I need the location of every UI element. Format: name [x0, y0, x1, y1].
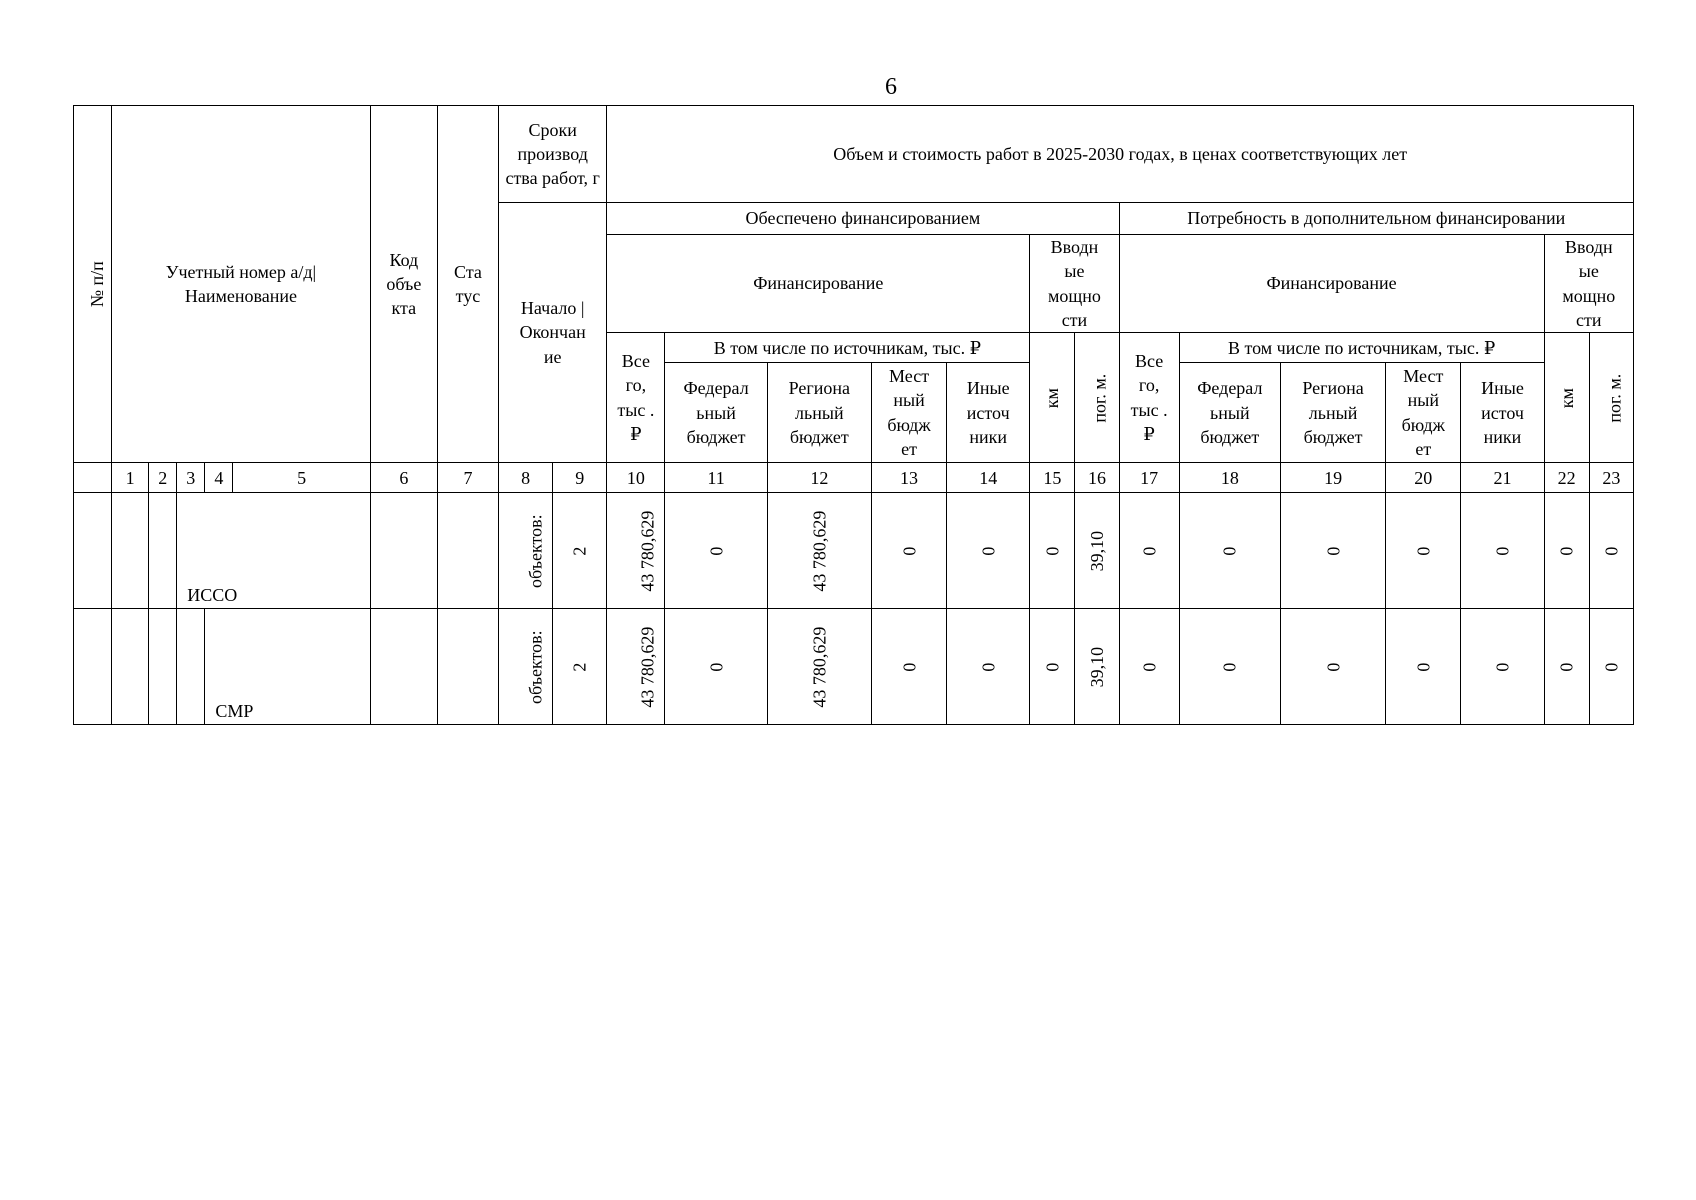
- col-volume-header: Объем и стоимость работ в 2025-2030 годах, в ценах соответствующих лет: [607, 106, 1634, 203]
- need-federal-value: 0: [1179, 493, 1280, 609]
- federal-header: Федерал ьный бюджет: [665, 363, 767, 463]
- need-by-sources-header: В том числе по источникам, тыс. ₽: [1179, 333, 1544, 363]
- need-regional-header: Регионa льный бюджет: [1280, 363, 1385, 463]
- need-local-value: 0: [1386, 493, 1461, 609]
- other-value: 0: [947, 493, 1030, 609]
- column-number: 12: [767, 463, 871, 493]
- pog-m-value: 39,10: [1075, 493, 1119, 609]
- total-header: Все го, тыс . ₽: [607, 333, 665, 463]
- col-terms-header: Сроки производ ства работ, г: [499, 106, 607, 203]
- group-need-header: Потребность в дополнительном финансировании: [1119, 203, 1633, 235]
- column-number: 9: [553, 463, 607, 493]
- need-km-value: 0: [1544, 609, 1589, 725]
- local-value: 0: [871, 609, 946, 725]
- total-value: 43 780,629: [607, 493, 665, 609]
- row-name: СМР: [215, 700, 254, 721]
- need-financing-header: Финансирование: [1119, 235, 1544, 333]
- federal-value: 0: [665, 493, 767, 609]
- need-local-value: 0: [1386, 609, 1461, 725]
- need-total-value: 0: [1119, 493, 1179, 609]
- cell-empty: [177, 609, 205, 725]
- total-value: 43 780,629: [607, 609, 665, 725]
- column-number: 3: [177, 463, 205, 493]
- capacities-header: Вводн ые мощно сти: [1030, 235, 1119, 333]
- objects-count: 2: [553, 609, 607, 725]
- need-federal-value: 0: [1179, 609, 1280, 725]
- column-number: 20: [1386, 463, 1461, 493]
- col-status-header: Ста тус: [437, 106, 498, 463]
- need-regional-value: 0: [1280, 493, 1385, 609]
- cell-empty: [370, 493, 437, 609]
- regional-value: 43 780,629: [767, 609, 871, 725]
- row-name: ИССО: [187, 584, 238, 605]
- column-number: 14: [947, 463, 1030, 493]
- table-row: [74, 493, 1634, 609]
- cell-empty: [149, 493, 177, 609]
- group-secured-header: Обеспечено финансированием: [607, 203, 1119, 235]
- column-number: 8: [499, 463, 553, 493]
- cell-empty: [437, 493, 498, 609]
- need-pog-m-header: пог. м.: [1589, 333, 1633, 463]
- cell-empty: [112, 609, 149, 725]
- pog-m-value: 39,10: [1075, 609, 1119, 725]
- page-number: 6: [885, 74, 897, 100]
- cell-empty: [437, 609, 498, 725]
- col-start-end-header: Начало | Окончан ие: [499, 203, 607, 463]
- column-number: 21: [1461, 463, 1544, 493]
- need-other-value: 0: [1461, 609, 1544, 725]
- objects-count: 2: [553, 493, 607, 609]
- local-header: Мест ный бюдж ет: [871, 363, 946, 463]
- financing-header: Финансирование: [607, 235, 1030, 333]
- column-number: 10: [607, 463, 665, 493]
- column-number: 2: [149, 463, 177, 493]
- need-pog-m-value: 0: [1589, 493, 1633, 609]
- column-number: 17: [1119, 463, 1179, 493]
- cell-empty: [74, 493, 112, 609]
- column-number: 5: [233, 463, 370, 493]
- column-number: 13: [871, 463, 946, 493]
- need-total-header: Все го, тыс . ₽: [1119, 333, 1179, 463]
- cell-empty: [112, 493, 149, 609]
- cell-empty: [74, 609, 112, 725]
- need-total-value: 0: [1119, 609, 1179, 725]
- need-other-value: 0: [1461, 493, 1544, 609]
- column-number: 11: [665, 463, 767, 493]
- need-km-value: 0: [1544, 493, 1589, 609]
- need-km-header: км: [1544, 333, 1589, 463]
- column-number: 16: [1075, 463, 1119, 493]
- need-regional-value: 0: [1280, 609, 1385, 725]
- objects-label: объектов:: [499, 493, 553, 609]
- column-number: 15: [1030, 463, 1075, 493]
- column-numbers-row: [74, 463, 1634, 493]
- km-value: 0: [1030, 609, 1075, 725]
- regional-header: Регионa льный бюджет: [767, 363, 871, 463]
- pog-m-header: пог. м.: [1075, 333, 1119, 463]
- need-local-header: Мест ный бюдж ет: [1386, 363, 1461, 463]
- need-pog-m-value: 0: [1589, 609, 1633, 725]
- row-name-cell: [177, 493, 371, 609]
- need-capacities-header: Вводн ые мощно сти: [1544, 235, 1633, 333]
- column-number: 1: [112, 463, 149, 493]
- regional-value: 43 780,629: [767, 493, 871, 609]
- local-value: 0: [871, 493, 946, 609]
- column-number: 18: [1179, 463, 1280, 493]
- need-federal-header: Федерал ьный бюджет: [1179, 363, 1280, 463]
- col-code-header: Код объе кта: [370, 106, 437, 463]
- column-number: 6: [370, 463, 437, 493]
- other-header: Иные источ ники: [947, 363, 1030, 463]
- column-number-blank: [74, 463, 112, 493]
- col-name-header: Учетный номер а/д| Наименование: [112, 106, 371, 463]
- cell-empty: [149, 609, 177, 725]
- column-number: 19: [1280, 463, 1385, 493]
- table-row: [74, 609, 1634, 725]
- column-number: 4: [205, 463, 233, 493]
- by-sources-header: В том числе по источникам, тыс. ₽: [665, 333, 1030, 363]
- km-header: км: [1030, 333, 1075, 463]
- need-other-header: Иные источ ники: [1461, 363, 1544, 463]
- federal-value: 0: [665, 609, 767, 725]
- column-number: 22: [1544, 463, 1589, 493]
- column-number: 23: [1589, 463, 1633, 493]
- km-value: 0: [1030, 493, 1075, 609]
- row-name-cell: [205, 609, 370, 725]
- cell-empty: [370, 609, 437, 725]
- other-value: 0: [947, 609, 1030, 725]
- col-num-header: № п/п: [74, 106, 112, 463]
- financing-table: [73, 105, 1634, 725]
- column-number: 7: [437, 463, 498, 493]
- objects-label: объектов:: [499, 609, 553, 725]
